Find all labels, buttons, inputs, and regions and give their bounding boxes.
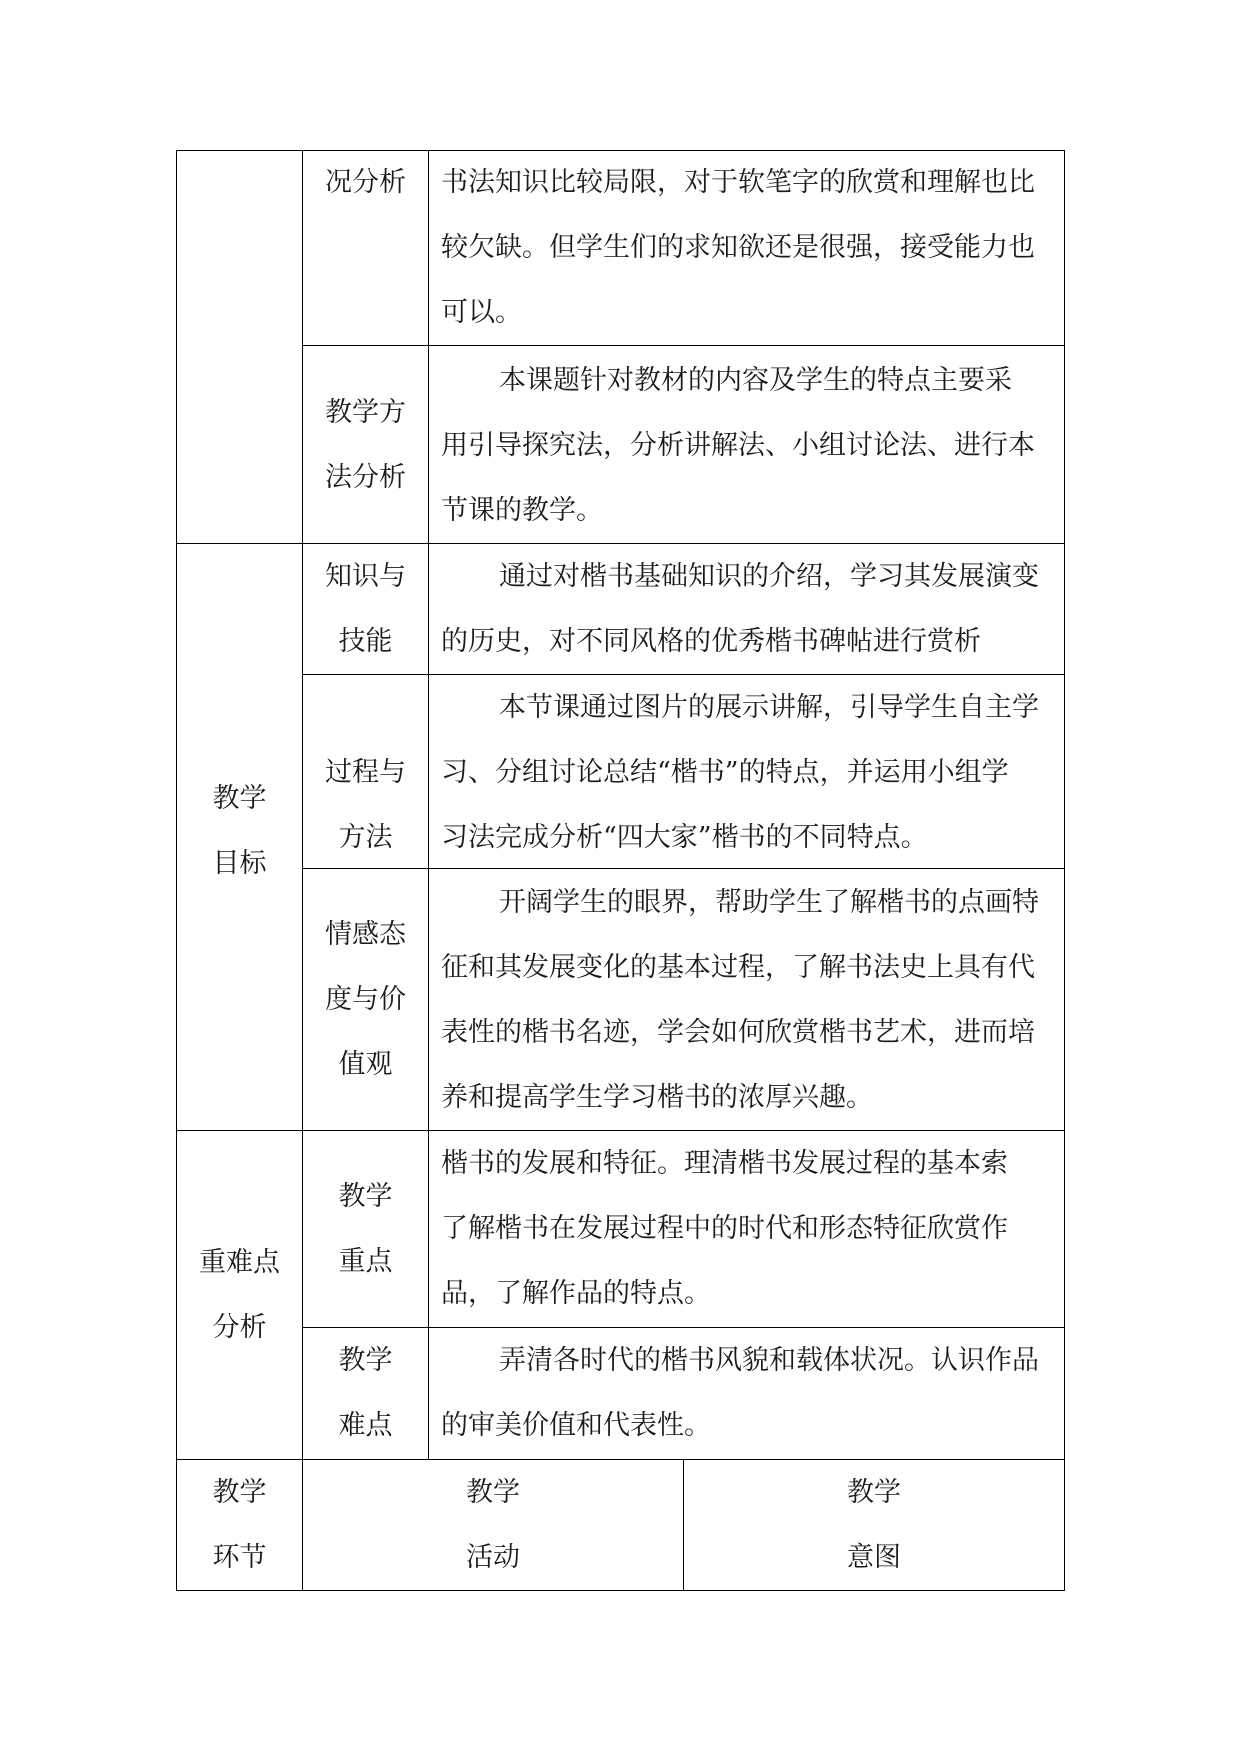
table-border-right [1064,150,1065,1591]
teaching-activity-header: 教学 活动 [466,1477,520,1573]
key-points-label: 教学 重点 [338,1181,393,1277]
lesson-plan-table [176,150,1065,1591]
emotion-values-text: 开阔学生的眼界，帮助学生了解楷书的点画特 征和其发展变化的基本过程，了解书法史上具有代 表性的楷书名迹，学会如何欣赏楷书艺术，进而培 养和提高学生学习楷书的浓厚兴趣。 [441,887,1039,1113]
situation-analysis-text: 书法知识比较局限，对于软笔字的欣赏和理解也比 较欠缺。但学生们的求知欲还是很强，接受能力也 可以。 [441,167,1035,328]
process-methods-text: 本节课通过图片的展示讲解，引导学生自主学 习、分组讨论总结“楷书”的特点，并运用小组学 习法完成分析“四大家”楷书的不同特点。 [441,692,1039,853]
teaching-goals-label: 教学 目标 [212,783,267,879]
situation-analysis-label: 况分析 [325,167,406,198]
emotion-values-label: 情感态 度与价 值观 [325,919,406,1080]
key-difficult-label: 重难点 分析 [199,1247,280,1343]
teaching-stage-header: 教学 环节 [212,1477,267,1573]
difficult-points-text: 弄清各时代的楷书风貌和载体状况。认识作品 的审美价值和代表性。 [441,1345,1039,1441]
difficult-points-label: 教学 难点 [338,1345,393,1441]
row-divider [302,345,1065,346]
method-analysis-text: 本课题针对教材的内容及学生的特点主要采 用引导探究法，分析讲解法、小组讨论法、进行本 节课的教学。 [441,365,1035,526]
teaching-intent-header: 教学 意图 [847,1477,901,1573]
table-border-bottom [176,1590,1065,1591]
process-methods-label: 过程与 方法 [325,757,406,853]
knowledge-skills-text: 通过对楷书基础知识的介绍，学习其发展演变 的历史，对不同风格的优秀楷书碑帖进行赏析 [441,561,1039,657]
column-divider [428,150,429,1459]
knowledge-skills-label: 知识与 技能 [325,561,406,657]
key-points-text: 楷书的发展和特征。理清楷书发展过程的基本索 了解楷书在发展过程中的时代和形态特征欣赏作 品，了解作品的特点。 [441,1148,1008,1309]
method-analysis-label: 教学方 法分析 [325,397,406,493]
